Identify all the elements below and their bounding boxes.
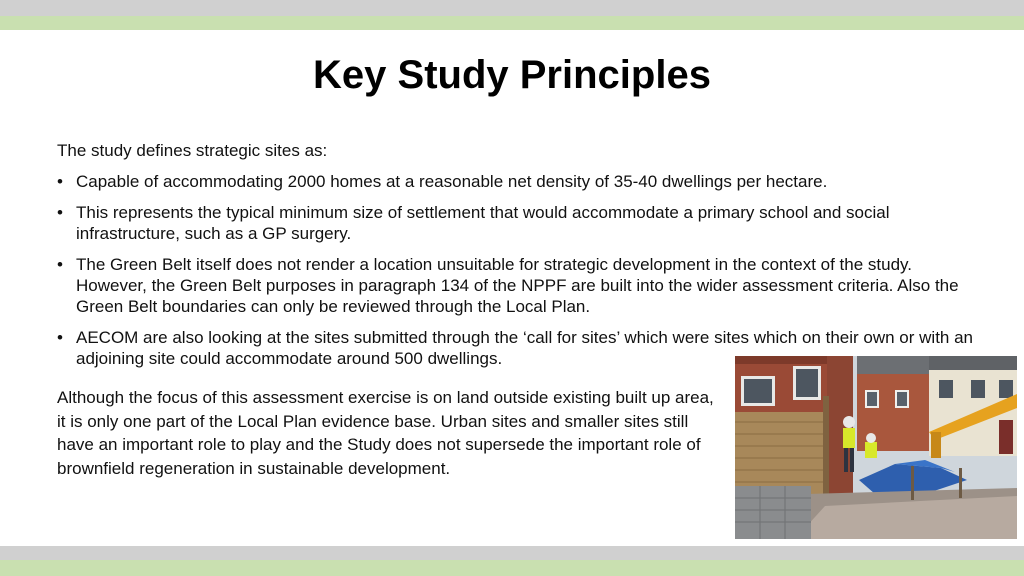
intro-text: The study defines strategic sites as: <box>57 141 328 160</box>
bullet-text: Capable of accommodating 2000 homes at a reasonable net density of 35-40 dwellings per hectare. <box>76 172 828 191</box>
bullet-item <box>57 254 977 317</box>
closing-paragraph: Although the focus of this assessment exercise is on land outside existing built up area, it is only one part of the Local Plan evidence base. Urban sites and smaller sites still have an important role to play and the Study does not supersede the important role of brownfield regeneration in sustainable development. <box>57 388 714 478</box>
bullet-dot-icon: • <box>57 172 63 191</box>
bullet-text: The Green Belt itself does not render a location unsuitable for strategic development in the context of the study. However, the Green Belt purposes in paragraph 134 of the NPPF are built into the wider assessment criteria. Also the Green Belt boundaries can only be reviewed through the Local Plan. <box>76 255 959 316</box>
construction-site-photo <box>735 356 1017 539</box>
bullet-dot-icon: • <box>57 255 63 274</box>
bullet-text: AECOM are also looking at the sites submitted through the ‘call for sites’ which were sites which on their own or with an adjoining site could accommodate around 500 dwellings. <box>76 328 974 368</box>
bullet-list <box>57 171 977 379</box>
bullet-item <box>57 202 977 244</box>
bullet-item <box>57 171 977 192</box>
bullet-text: This represents the typical minimum size of settlement that would accommodate a primary school and social infrastructure, such as a GP surgery. <box>76 203 890 243</box>
bottom-grey-band <box>0 546 1024 560</box>
bottom-green-band <box>0 560 1024 576</box>
slide-title: Key Study Principles <box>313 53 711 97</box>
bullet-dot-icon: • <box>57 328 63 347</box>
top-green-band <box>0 16 1024 30</box>
bullet-dot-icon: • <box>57 203 63 222</box>
top-grey-band <box>0 0 1024 16</box>
